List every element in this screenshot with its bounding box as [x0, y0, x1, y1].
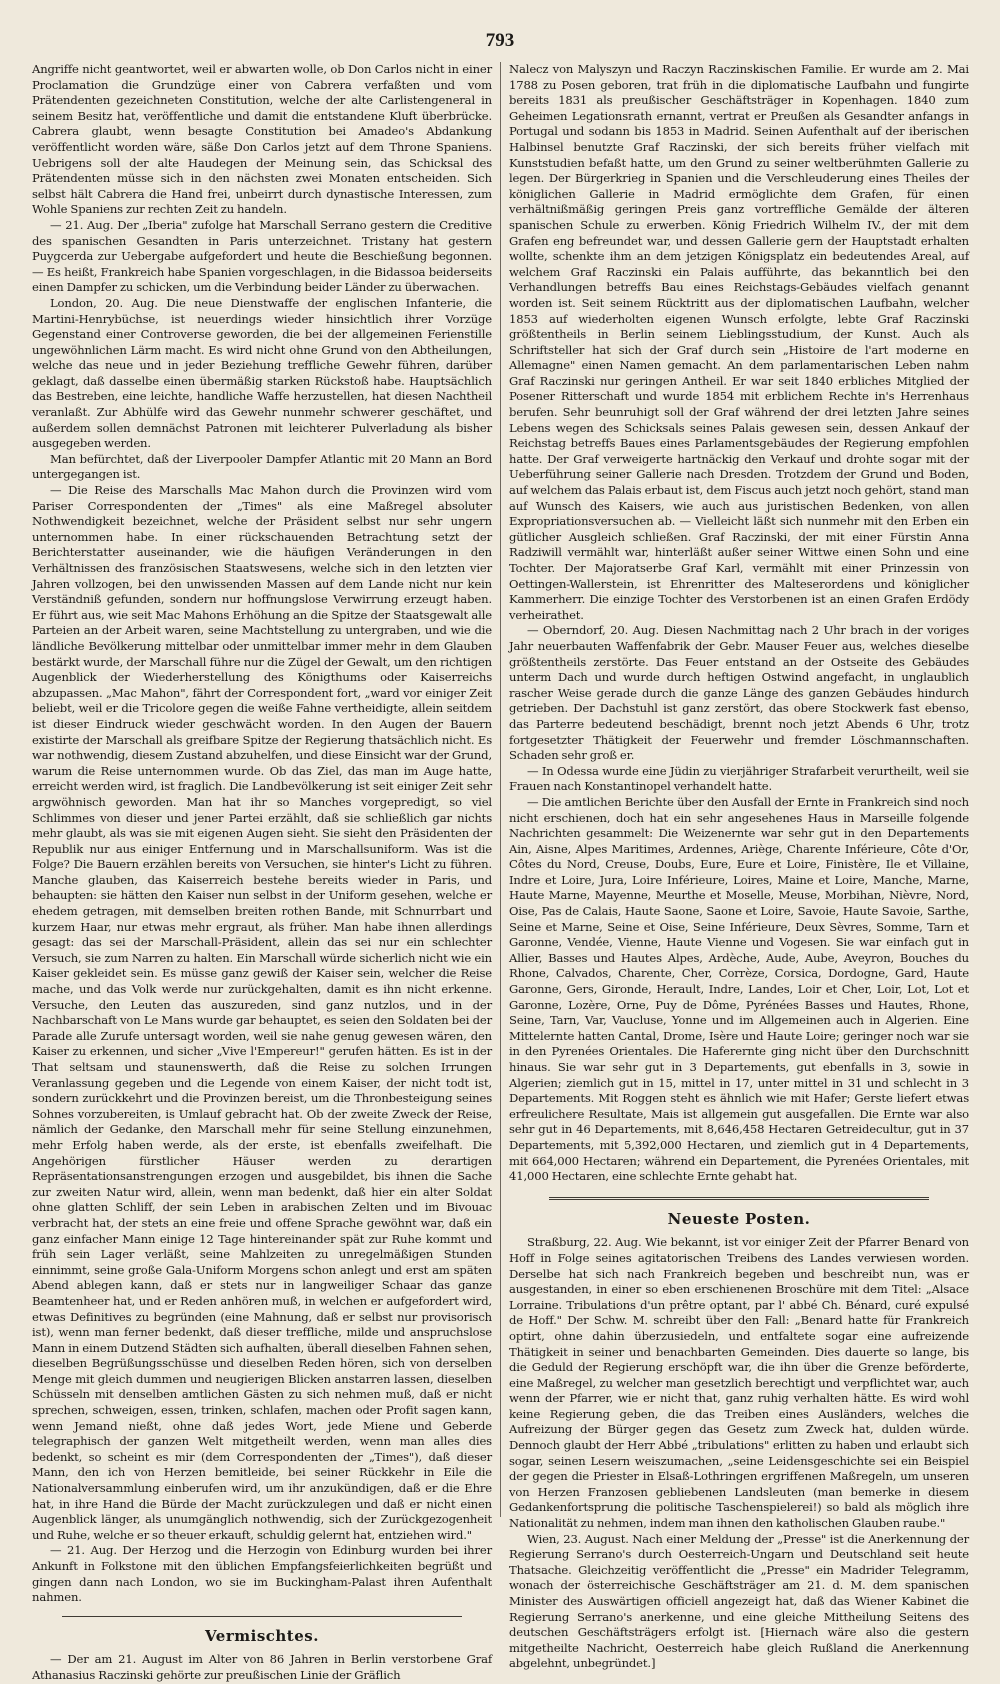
column-divider — [500, 62, 501, 1517]
article-paragraph: — In Odessa wurde eine Jüdin zu vierjähriger Strafarbeit verurtheilt, weil sie Frauen nach Konstantinopel verhandelt hatte. — [509, 763, 969, 794]
left-column — [32, 62, 492, 1682]
article-paragraph: — 21. Aug. Der „Iberia" zufolge hat Marschall Serrano gestern die Creditive des spanischen Gesandten in Paris unterzeichnet. Tristany hat gestern Puygcerda zur Uebergabe aufgefordert und heute die Beschießung begonnen. — Es heißt, Frankreich habe Spanien vorgeschlagen, in die Bidassoa beiderseits einen Dampfer zu schicken, um die Verbindung beider Länder zu überwachen. — [32, 217, 492, 295]
article-paragraph: Man befürchtet, daß der Liverpooler Dampfer Atlantic mit 20 Mann an Bord untergegangen ist. — [32, 451, 492, 482]
article-paragraph: Straßburg, 22. Aug. Wie bekannt, ist vor einiger Zeit der Pfarrer Benard von Hoff in Folge seines agitatorischen Treibens des Landes verwiesen worden. Derselbe hat sich nach Frankreich begeben und beschreibt nun, was er ausgestanden, in einer so eben erschienenen Broschüre mit dem Titel: „Alsace Lorraine. Tribulations d'un prêtre optant, par l' abbé Ch. Bénard, curé expulsé de Hoff." Der Schw. M. schreibt über den Fall: „Benard hatte für Frankreich optirt, ohne dahin überzusiedeln, und entfaltete sogar eine aufreizende Thätigkeit in seiner und benachbarten Gemeinden. Dies dauerte so lange, bis die Geduld der Regierung erschöpft war, die ihn über die Grenze beförderte, eine Maßregel, zu welcher man gesetzlich berechtigt und verpflichtet war, auch wenn der Pfarrer, wie er nicht that, ganz ruhig verhalten hätte. Es wird wohl keine Regierung geben, die das Treiben eines Ausländers, welches die Aufreizung der Bürger gegen das Gesetz zum Zweck hat, dulden würde. Dennoch glaubt der Herr Abbé „tribulations" erlitten zu haben und erlaubt sich sogar, seinen Lesern weiszumachen, „seine Leidensgeschichte sei ein Beispiel der gegen die Priester in Elsaß-Lothringen ergriffenen Maßregeln, um unseren von Herzen Franzosen gebliebenen Landsleuten (man bemerke in diesem Gedankenfortsprung die politische Taschenspielerei!) so bald als möglich ihre Nationalität zu nehmen, indem man ihnen den katholischen Glauben raube." — [509, 1235, 969, 1531]
right-column — [509, 62, 969, 1671]
section-divider — [62, 1616, 462, 1617]
article-paragraph: — Der am 21. August im Alter von 86 Jahren in Berlin verstorbene Graf Athanasius Raczinski gehörte zur preußischen Linie der Gräflich — [32, 1652, 492, 1682]
article-paragraph: — Die amtlichen Berichte über den Ausfall der Ernte in Frankreich sind noch nicht erschienen, doch hat ein sehr angesehenes Haus in Marseille folgende Nachrichten gesammelt: Die Weizenernte war sehr gut in den Departements Ain, Aisne, Alpes Maritimes, Ardennes, Ariège, Charente Inférieure, Côte d'Or, Côtes du Nord, Creuse, Doubs, Eure, Eure et Loire, Finistère, Ile et Villaine, Indre et Loire, Jura, Loire Inférieure, Loires, Maine et Loire, Manche, Marne, Haute Marne, Mayenne, Meurthe et Moselle, Meuse, Morbihan, Nièvre, Nord, Oise, Pas de Calais, Haute Saone, Saone et Loire, Savoie, Haute Savoie, Sarthe, Seine et Marne, Seine et Oise, Seine Inférieure, Deux Sèvres, Somme, Tarn et Garonne, Vendée, Vienne, Haute Vienne und Vogesen. Sie war einfach gut in Allier, Basses und Hautes Alpes, Ardèche, Aude, Aube, Aveyron, Bouches du Rhone, Calvados, Charente, Cher, Corrèze, Corsica, Dordogne, Gard, Haute Garonne, Gers, Gironde, Herault, Indre, Landes, Loir et Cher, Loir, Lot, Lot et Garonne, Lozère, Orne, Puy de Dôme, Pyrénées Basses und Hautes, Rhone, Seine, Tarn, Var, Vaucluse, Yonne und im Allgemeinen auch in Algerien. Eine Mittelernte hatten Cantal, Drome, Isère und Haute Loire; geringer noch war sie in den Pyrenées Orientales. Die Haferernte ging nicht über den Durchschnitt hinaus. Sie war sehr gut in 3 Departements, gut ebenfalls in 3, sowie in Algerien; ziemlich gut in 15, mittel in 17, unter mittel in 31 und schlecht in 3 Departements. Mit Roggen steht es ähnlich wie mit Hafer; Gerste liefert etwas erfreulichere Resultate, Mais ist allgemein gut ausgefallen. Die Ernte war also sehr gut in 46 Departements, mit 8,646,458 Hectaren Getreidecultur, gut in 37 Departements, mit 5,392,000 Hectaren, und ziemlich gut in 4 Departements, mit 664,000 Hectaren; während ein Departement, die Pyrenées Orientales, mit 41,000 Hectaren, eine schlechte Ernte gehabt hat. — [509, 794, 969, 1184]
section-heading-vermischtes: Vermischtes. — [205, 1626, 319, 1645]
section-heading-neueste-posten: Neueste Posten. — [667, 1209, 811, 1228]
article-paragraph: London, 20. Aug. Die neue Dienstwaffe der englischen Infanterie, die Martini-Henrybüchse, ist neuerdings wieder hinsichtlich ihrer Vorzüge Gegenstand einer Controverse geworden, die bei der allgemeinen Ferienstille ungewöhnlichen Lärm macht. Es wird nicht ohne Grund von den Abtheilungen, welche das neue und in jeder Beziehung treffliche Gewehr führen, darüber geklagt, daß dasselbe einen übermäßig starken Rückstoß habe. Hauptsächlich das Bestreben, eine leichte, handliche Waffe herzustellen, hat diesen Nachtheil veranlaßt. Zur Abhülfe wird das Gewehr nunmehr schwerer geschäftet, und außerdem sollen demnächst Patronen mit leichterer Pulverladung als bisher ausgegeben werden. — [32, 295, 492, 451]
article-paragraph: — Die Reise des Marschalls Mac Mahon durch die Provinzen wird vom Pariser Correspondenten der „Times" als eine Maßregel absoluter Nothwendigkeit bezeichnet, welche der Präsident selbst nur sehr ungern unternommen habe. In einer rückschauenden Betrachtung setzt der Berichterstatter auseinander, wie die häufigen Veränderungen in den Verhältnissen des französischen Staatswesens, welche sich in den letzten vier Jahren vollzogen, bei den unwissenden Massen auf dem Lande nicht nur kein Verständniß gefunden, sondern nur hoffnungslose Verwirrung erzeugt haben. Er führt aus, wie seit Mac Mahons Erhöhung an die Spitze der Staatsgewalt alle Parteien an der Arbeit waren, seine Machtstellung zu untergraben, und wie die ländliche Bevölkerung mittelbar oder unmittelbar immer mehr in dem Glauben bestärkt wurde, der Marschall führe nur die Zügel der Gewalt, um den richtigen Augenblick der Wiederherstellung des Königthums oder Kaiserreichs abzupassen. „Mac Mahon", fährt der Correspondent fort, „ward vor einiger Zeit beliebt, weil er die Tricolore gegen die weiße Fahne vertheidigte, allein seitdem ist dieser Eindruck wieder geschwächt worden. In den Augen der Bauern existirte der Marschall als greifbare Spitze der Regierung thatsächlich nicht. Es war nothwendig, diesem Zustand abzuhelfen, und diese Einsicht war der Grund, warum die Reise unternommen wurde. Ob das Ziel, das man im Auge hatte, erreicht werden wird, ist fraglich. Die Landbevölkerung ist seit einiger Zeit sehr argwöhnisch geworden. Man hat ihr so Manches vorgepredigt, so viel Schlimmes von dieser und jener Partei erzählt, daß sie schließlich gar nichts mehr glaubt, als was sie mit eigenen Augen sieht. Sie sieht den Präsidenten der Republik nur aus einiger Entfernung und in Marschallsuniform. Was ist die Folge? Die Bauern erzählen bereits von Versuchen, sie hinter's Licht zu führen. Manche glauben, das Kaiserreich bestehe bereits wieder in Paris, und behaupten: sie hätten den Kaiser nun selbst in der Uniform gesehen, welche er ehedem getragen, mit demselben breiten rothen Bande, mit Schnurrbart und kurzem Haar, nur etwas mehr ergraut, als früher. Man habe ihnen allerdings gesagt: das sei der Marschall-Präsident, allein das sei nur ein schlechter Versuch, sie zum Narren zu halten. Ein Marschall würde sicherlich nicht wie ein Kaiser gekleidet sein. Es müsse ganz gewiß der Kaiser sein, welcher die Reise mache, und das Volk werde nur zurückgehalten, damit es ihn nicht erkenne. Versuche, den Leuten das auszureden, sind ganz nutzlos, und in der Nachbarschaft von Le Mans wurde gar behauptet, es seien den Soldaten bei der Parade alle Zurufe untersagt worden, weil sie nahe genug gewesen wären, den Kaiser zu erkennen, und sicher „Vive l'Empereur!" gerufen hätten. Es ist in der That seltsam und staunenswerth, daß die Reise zu solchen Irrungen Veranlassung gegeben und die Legende von einem Kaiser, der nicht todt ist, sondern zurückkehrt und die Provinzen bereist, um die Thronbesteigung seines Sohnes vorzubereiten, is Umlauf gebracht hat. Ob der zweite Zweck der Reise, nämlich der Gedanke, den Marschall mehr für seine Stellung einzunehmen, mehr Erfolg haben werde, als der erste, ist ebenfalls zweifelhaft. Die Angehörigen fürstlicher Häuser werden zu derartigen Repräsentationsanstrengungen erzogen und ausgebildet, bis ihnen die Sache zur zweiten Natur wird, allein, wenn man bedenkt, daß hier ein alter Soldat ohne glatten Schliff, der sein Leben in arabischen Zelten und im Bivouac verbracht hat, der stets an eine freie und offene Sprache gewöhnt war, daß ein ganz einfacher Mann einige 12 Tage hintereinander spät zur Ruhe kommt und früh sein Lager verläßt, seine Mahlzeiten zu unregelmäßigen Stunden einnimmt, seine große Gala-Uniform Morgens schon anlegt und erst am späten Abend ablegen kann, daß er stets nur in langweiliger Schaar das ganze Beamtenheer hat, und er Reden anhören muß, in welchen er aufgefordert wird, etwas Definitives zu begründen (eine Mahnung, daß er selbst nur provisorisch ist), wenn man ferner bedenkt, daß dieser treffliche, milde und anspruchslose Mann in einem Dutzend Städten sich aufhalten, überall dieselben Fahnen sehen, dieselben Begrüßungsschüsse und dieselben Reden hören, sich von derselben Menge mit gleich dummen und neugierigen Blicken anstarren lassen, dieselben Schüsseln mit denselben amtlichen Gästen zu sich nehmen muß, daß er nicht sprechen, schweigen, essen, trinken, schlafen, machen oder Profit sagen kann, wenn Jemand nießt, ohne daß jedes Wort, jede Miene und Geberde telegraphisch der ganzen Welt mitgetheilt werden, wenn man alles dies bedenkt, so scheint es mir (dem Correspondenten der „Times"), daß dieser Mann, den ich von Herzen bemitleide, bei seiner Rückkehr in Eile die Nationalversammlung einberufen wird, um ihr anzukündigen, daß er die Ehre hat, in ihre Hand die Bürde der Macht zurückzulegen und daß er nicht einen Augenblick länger, als unumgänglich nothwendig, sich der Zurückgezogenheit und Ruhe, welche er so theuer erkauft, schuldig gelernt hat, entziehen wird." — [32, 483, 492, 1542]
article-paragraph: Nalecz von Malyszyn und Raczyn Raczinskischen Familie. Er wurde am 2. Mai 1788 zu Posen geboren, trat früh in die diplomatische Laufbahn und fungirte bereits 1831 als preußischer Geschäftsträger in Kopenhagen. 1840 zum Geheimen Legationsrath ernannt, vertrat er Preußen als Gesandter anfangs in Portugal und sodann bis 1853 in Madrid. Seinen Aufenthalt auf der iberischen Halbinsel benutzte Graf Raczinski, der sich bereits früher vielfach mit Kunststudien befaßt hatte, um den Grund zu seiner weltberühmten Gallerie zu legen. Der Bürgerkrieg in Spanien und die Verschleuderung eines Theiles der königlichen Gallerie in Madrid ermöglichte dem Grafen, für einen verhältnißmäßig geringen Preis ganz vortreffliche Gemälde der älteren spanischen Schule zu erwerben. König Friedrich Wilhelm IV., der mit dem Grafen eng befreundet war, und dessen Gallerie gern der Hauptstadt erhalten wollte, schenkte ihm an dem jetzigen Königsplatz ein bedeutendes Areal, auf welchem Graf Raczinski ein Palais aufführte, das bekanntlich bei den Verhandlungen betreffs Bau eines Reichstags-Gebäudes vielfach genannt worden ist. Seit seinem Rücktritt aus der diplomatischen Laufbahn, welcher 1853 auf wiederholten eigenen Wunsch erfolgte, lebte Graf Raczinski größtentheils in Berlin seinem Lieblingsstudium, der Kunst. Auch als Schriftsteller hat sich der Graf durch sein „Histoire de l'art moderne en Allemagne" einen Namen gemacht. An dem parlamentarischen Leben nahm Graf Raczinski nur geringen Antheil. Er war seit 1840 erbliches Mitglied der Posener Ritterschaft und wurde 1854 mit erblichem Rechte in's Herrenhaus berufen. Sehr beunruhigt soll der Graf während der drei letzten Jahre seines Lebens wegen des Schicksals seines Palais gewesen sein, dessen Ankauf der Reichstag betreffs Baues eines Parlamentsgebäudes der Regierung empfohlen hatte. Der Graf verweigerte hartnäckig den Verkauf und drohte sogar mit der Ueberführung seiner Gallerie nach Dresden. Trotzdem der Grund und Boden, auf welchem das Palais erbaut ist, dem Fiscus auch jetzt noch gehört, stand man auf Wunsch des Kaisers, wie auch aus juristischen Bedenken, von allen Expropriationsversuchen ab. — Vielleicht läßt sich nunmehr mit den Erben ein gütlicher Ausgleich schließen. Graf Raczinski, der mit einer Fürstin Anna Radziwill vermählt war, hinterläßt außer seiner Wittwe einen Sohn und eine Tochter. Der Majoratserbe Graf Karl, vermählt mit einer Prinzessin von Oettingen-Wallerstein, ist Ehrenritter des Malteserordens und königlicher Kammerherr. Die einzige Tochter des Verstorbenen ist an einen Grafen Erdödy verheirathet. — [509, 62, 969, 622]
section-divider — [549, 1197, 929, 1200]
page-number: 793 — [485, 30, 515, 51]
article-paragraph: — Oberndorf, 20. Aug. Diesen Nachmittag nach 2 Uhr brach in der voriges Jahr neuerbauten Waffenfabrik der Gebr. Mauser Feuer aus, welches dieselbe größtentheils zerstörte. Das Feuer entstand an der Ostseite des Gebäudes unterm Dach und wurde durch heftigen Ostwind angefacht, in unglaublich rascher Weise gerade durch die ganze Länge des ganzen Gebäudes hindurch getrieben. Der Dachstuhl ist ganz zerstört, das obere Stockwerk fast ebenso, das Parterre bedeutend beschädigt, brennt noch jetzt Abends 6 Uhr, trotz fortgesetzter Thätigkeit der Feuerwehr und fremder Löschmannschaften. Schaden sehr groß er. — [509, 623, 969, 763]
article-paragraph: Angriffe nicht geantwortet, weil er abwarten wolle, ob Don Carlos nicht in einer Proclamation die Grundzüge einer von Cabrera verfaßten und vom Prätendenten gezeichneten Constitution, welche der alte Carlistengeneral in seinem Besitz hat, veröffentliche und damit die entstandene Kluft überbrücke. Cabrera glaubt, wenn besagte Constitution bei Amadeo's Abdankung veröffentlicht worden wäre, säße Don Carlos jetzt auf dem Throne Spaniens. Uebrigens soll der alte Haudegen der Meinung sein, das Schicksal des Prätendenten müsse sich in den nächsten zwei Monaten entscheiden. Sich selbst hält Cabrera die Hand frei, unbeirrt durch dynastische Interessen, zum Wohle Spaniens zur rechten Zeit zu handeln. — [32, 62, 492, 217]
article-paragraph: Wien, 23. August. Nach einer Meldung der „Presse" ist die Anerkennung der Regierung Serrano's durch Oesterreich-Ungarn und Deutschland seit heute Thatsache. Gleichzeitig veröffentlicht die „Presse" ein Madrider Telegramm, wonach der österreichische Geschäftsträger am 21. d. M. dem spanischen Minister des Auswärtigen officiell angezeigt hat, daß das Wiener Kabinet die Regierung Serrano's anerkenne, und eine gleiche Mittheilung Seitens des deutschen Geschäftsträgers erfolgt ist. [Hiernach wäre also die gestern mitgetheilte Nachricht, Oesterreich habe gleich Rußland die Anerkennung abgelehnt, unbegründet.] — [509, 1531, 969, 1671]
article-paragraph: — 21. Aug. Der Herzog und die Herzogin von Edinburg wurden bei ihrer Ankunft in Folkstone mit den üblichen Empfangsfeierlichkeiten begrüßt und gingen dann nach London, wo sie im Buckingham-Palast ihren Aufenthalt nahmen. — [32, 1543, 492, 1605]
